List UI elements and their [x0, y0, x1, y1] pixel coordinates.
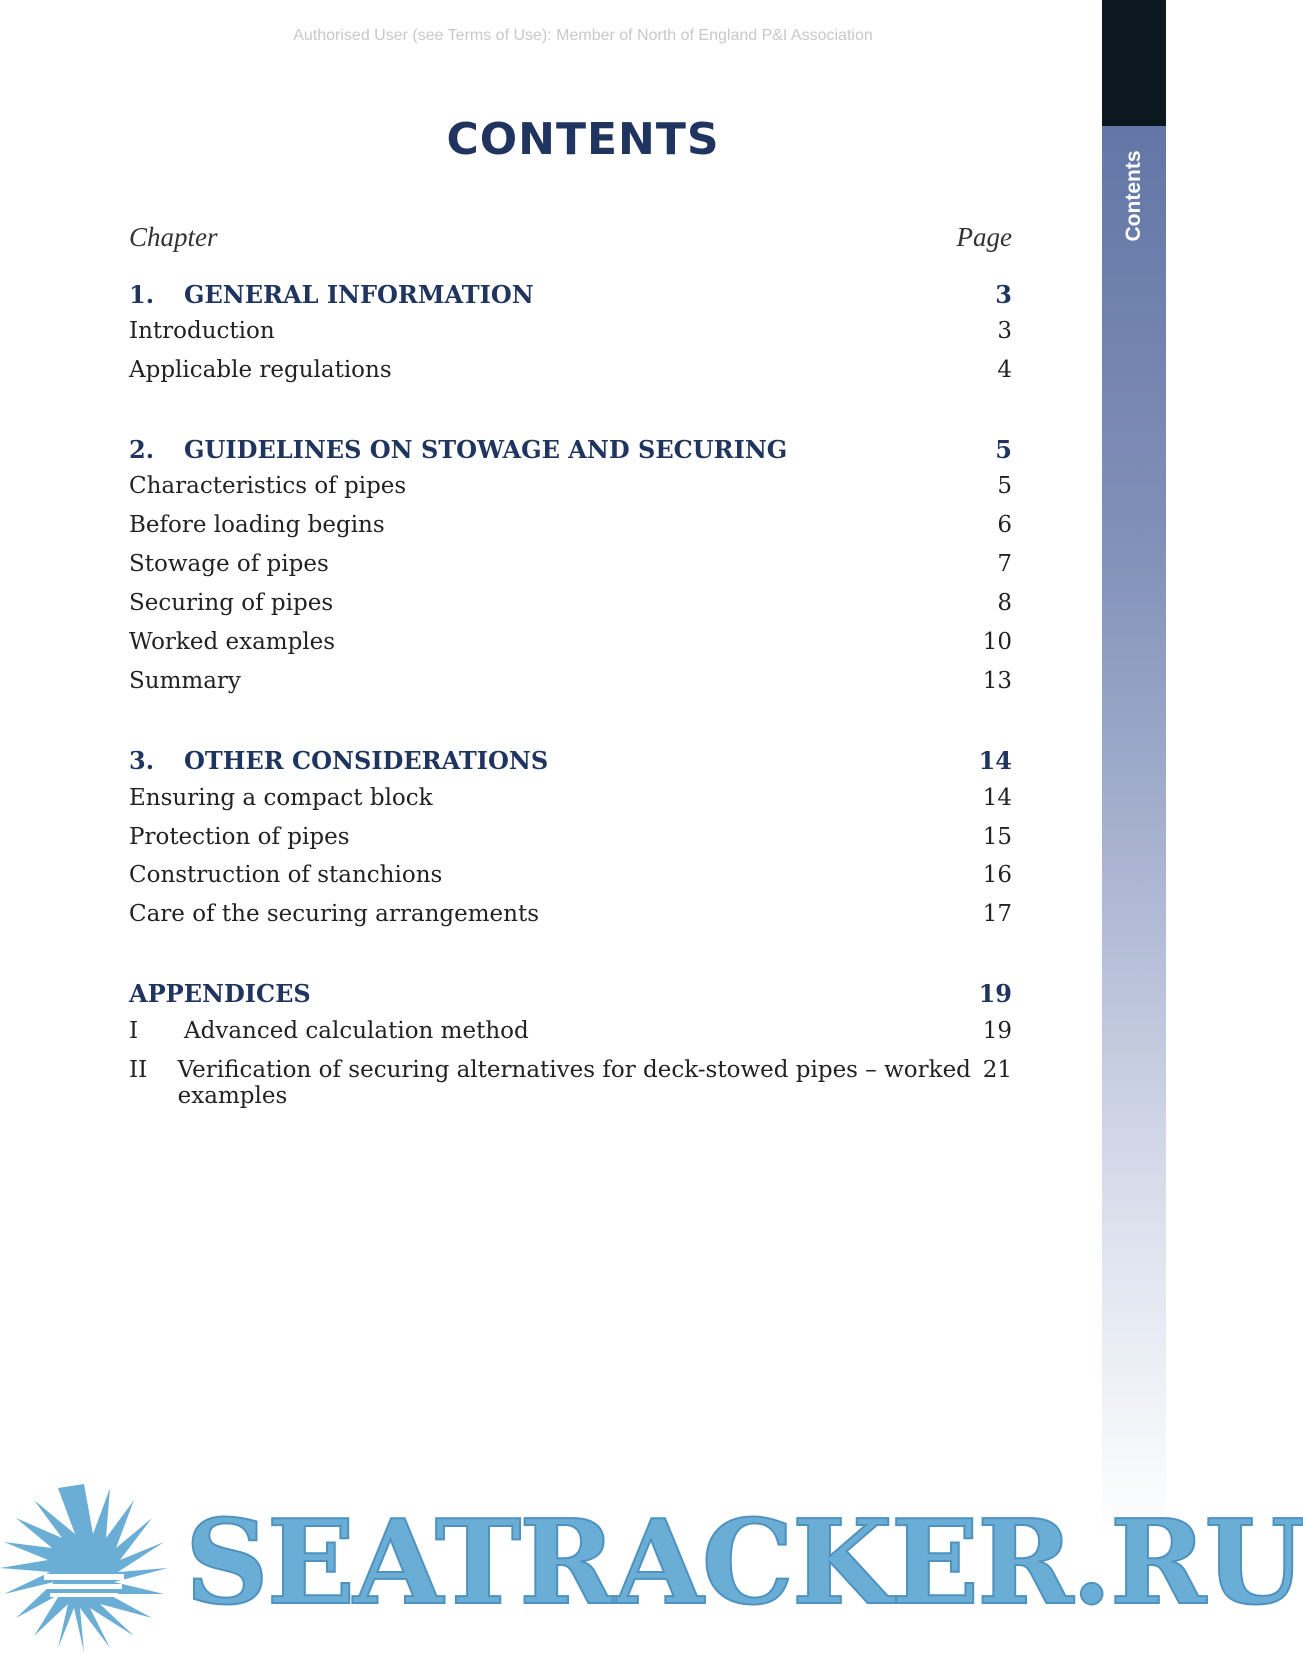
- toc-item-label: Characteristics of pipes: [129, 473, 407, 499]
- section-title: APPENDICES: [129, 979, 311, 1008]
- toc-item-label: Applicable regulations: [129, 357, 392, 383]
- toc-item[interactable]: [129, 862, 1012, 894]
- section-title: GUIDELINES ON STOWAGE AND SECURING: [184, 435, 788, 464]
- toc-section-general-information[interactable]: [129, 280, 1012, 312]
- toc-item[interactable]: [129, 824, 1012, 856]
- toc-item[interactable]: [129, 357, 1012, 389]
- section-number: 3.: [129, 746, 155, 775]
- toc-item[interactable]: [129, 668, 1012, 700]
- toc-item-page: 10: [982, 629, 1012, 655]
- section-title: GENERAL INFORMATION: [184, 280, 534, 309]
- toc-item-page: 14: [982, 785, 1012, 811]
- section-page: 14: [978, 746, 1012, 775]
- toc-item-label: Worked examples: [129, 629, 336, 655]
- toc-section-other-considerations[interactable]: [129, 746, 1012, 778]
- toc-item-page: 7: [997, 551, 1012, 577]
- toc-item[interactable]: [129, 318, 1012, 350]
- toc-item-label: Before loading begins: [129, 512, 385, 538]
- toc-item-page: 4: [997, 357, 1012, 383]
- toc-item-label: Ensuring a compact block: [129, 785, 433, 811]
- authorised-user-watermark: Authorised User (see Terms of Use): Member of North of England P&I Association: [293, 27, 873, 44]
- section-page: 5: [995, 435, 1012, 464]
- toc-item-label: Stowage of pipes: [129, 551, 329, 577]
- section-title: OTHER CONSIDERATIONS: [184, 746, 549, 775]
- toc-item-page: 8: [997, 590, 1012, 616]
- toc-section-guidelines[interactable]: [129, 435, 1012, 467]
- toc-item-page: 17: [982, 901, 1012, 927]
- sunburst-icon: [0, 1484, 168, 1652]
- toc-item-page: 3: [997, 318, 1012, 344]
- toc-item-label: Care of the securing arrangements: [129, 901, 540, 927]
- toc-item-page: 15: [982, 824, 1012, 850]
- toc-item-page: 13: [982, 668, 1012, 694]
- toc-item-page: 21: [982, 1057, 1012, 1083]
- toc-item-label: Protection of pipes: [129, 824, 350, 850]
- toc-item-label: Introduction: [129, 318, 275, 344]
- contents-side-tab[interactable]: [1102, 0, 1166, 1540]
- toc-item[interactable]: [129, 901, 1012, 933]
- seatracker-logo-text: SEATRACKER.RU: [185, 1495, 1303, 1631]
- toc-appendix-item[interactable]: [129, 1018, 1012, 1050]
- page-column-header: Page: [956, 222, 1012, 252]
- toc-item-label: Summary: [129, 668, 241, 694]
- toc-item-label: Verification of securing alternatives for deck-stowed pipes – worked examples: [177, 1057, 971, 1109]
- appendix-number: I: [129, 1018, 139, 1044]
- section-number: 1.: [129, 280, 155, 309]
- side-tab-label: Contents: [1122, 150, 1145, 242]
- toc-item[interactable]: [129, 512, 1012, 544]
- section-page: 3: [995, 280, 1012, 309]
- side-tab-dark-block: [1102, 0, 1166, 126]
- toc-item[interactable]: [129, 590, 1012, 622]
- toc-item-page: 16: [982, 862, 1012, 888]
- toc-appendix-item[interactable]: [129, 1057, 1012, 1109]
- appendix-number: II: [129, 1057, 148, 1083]
- toc-item[interactable]: [129, 785, 1012, 817]
- toc-item[interactable]: [129, 629, 1012, 661]
- section-page: 19: [978, 979, 1012, 1008]
- toc-section-appendices[interactable]: [129, 979, 1012, 1011]
- toc-item-page: 19: [982, 1018, 1012, 1044]
- toc-item-page: 5: [997, 473, 1012, 499]
- page-title: CONTENTS: [446, 114, 720, 165]
- toc-item-label: Advanced calculation method: [184, 1018, 529, 1044]
- toc-item[interactable]: [129, 551, 1012, 583]
- toc-item-page: 6: [997, 512, 1012, 538]
- chapter-column-header: Chapter: [129, 222, 218, 252]
- toc-item[interactable]: [129, 473, 1012, 505]
- section-number: 2.: [129, 435, 155, 464]
- toc-item-label: Construction of stanchions: [129, 862, 443, 888]
- toc-item-label: Securing of pipes: [129, 590, 334, 616]
